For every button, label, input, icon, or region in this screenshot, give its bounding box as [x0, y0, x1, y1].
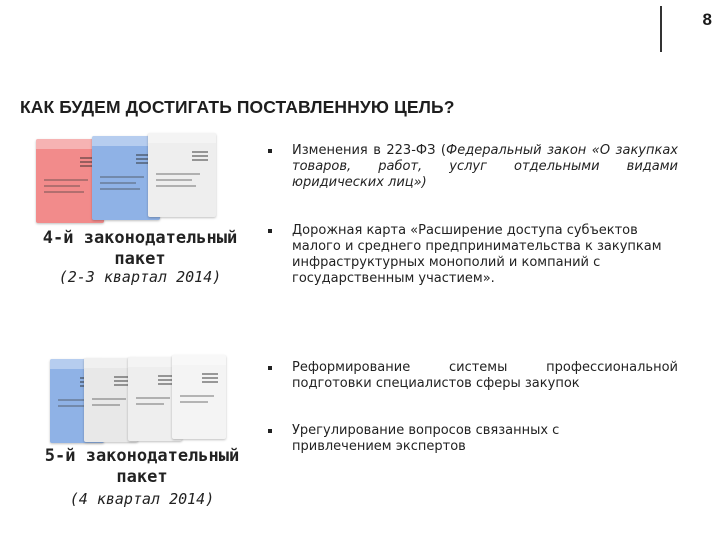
package-4-documents-image [36, 133, 236, 223]
package-4-date: (2-3 квартал 2014) [58, 268, 222, 286]
package-5-label-line2: пакет [116, 467, 168, 487]
package-5-documents-image [50, 355, 250, 445]
bullet-marker [268, 229, 272, 233]
package-4-label-line2: пакет [114, 249, 166, 269]
bullet-text: Дорожная карта «Расширение доступа субъектов малого и среднего предпринимательства к закупкам инфраструктурных монополий и компаний с государственным участием». [292, 223, 662, 286]
page-number-divider [660, 6, 662, 52]
package-5-date: (4 квартал 2014) [69, 490, 215, 508]
page-number: 8 [702, 10, 712, 29]
bullet-text-italic: Федеральный закон «О закупках товаров, работ, услуг отдельными видами юридических лиц») [292, 143, 678, 190]
package-4-label [20, 228, 260, 270]
bullet-marker [268, 366, 272, 370]
package-5-label [22, 446, 262, 488]
bullet-marker [268, 149, 272, 153]
bullet-marker [268, 429, 272, 433]
document-white [172, 355, 226, 439]
package-4-label-line1: 4-й законодательный [42, 228, 238, 248]
bullet-text: Урегулирование вопросов связанных с привлечением экспертов [292, 423, 560, 454]
package-5-label-line1: 5-й законодательный [44, 446, 240, 466]
bullet-text: Реформирование системы профессиональной подготовки специалистов сферы закупок [292, 360, 678, 391]
document-white [148, 133, 216, 217]
page-title: КАК БУДЕМ ДОСТИГАТЬ ПОСТАВЛЕННУЮ ЦЕЛЬ? [20, 97, 455, 117]
bullet-text: Изменения в 223-ФЗ ( [292, 143, 447, 158]
